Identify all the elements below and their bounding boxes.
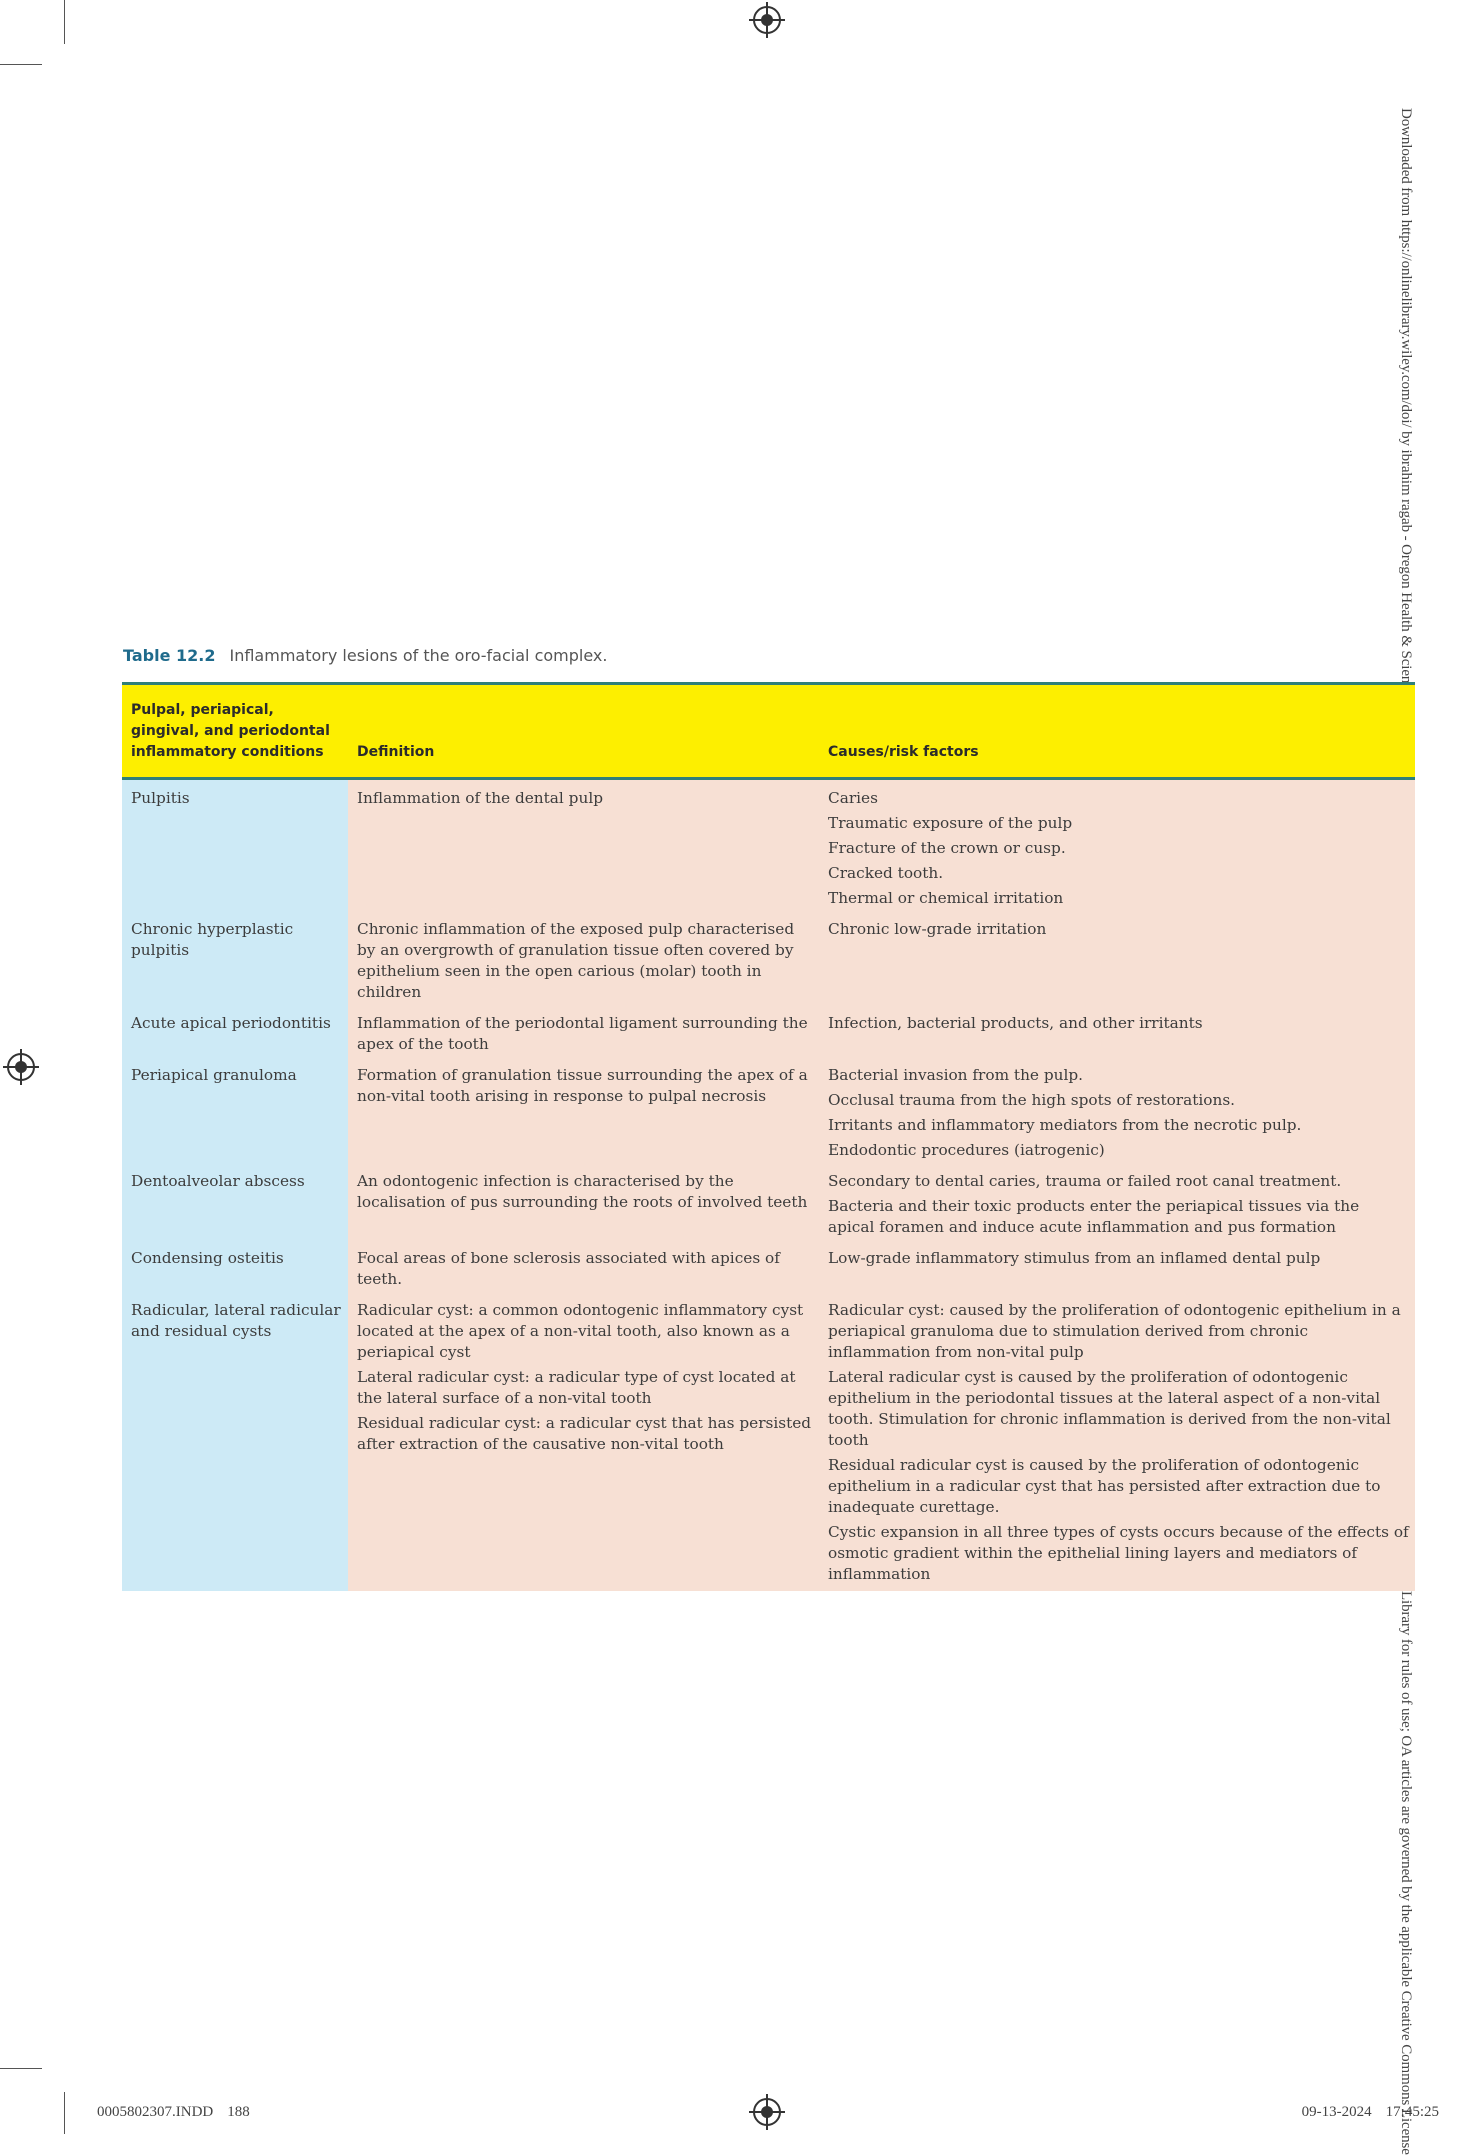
- table-row: [122, 1240, 1415, 1292]
- definition-cell: [348, 1057, 819, 1163]
- cause-item: Endodontic procedures (iatrogenic): [828, 1141, 1105, 1159]
- footer-time: 17:45:25: [1385, 2104, 1439, 2120]
- cause-item: Secondary to dental caries, trauma or failed root canal treatment.: [828, 1172, 1342, 1190]
- table-row: [122, 1163, 1415, 1240]
- header-definition: Definition: [348, 685, 819, 779]
- header-causes: Causes/risk factors: [819, 685, 1415, 779]
- cause-item: Bacterial invasion from the pulp.: [828, 1066, 1084, 1084]
- cause-item: Chronic low-grade irritation: [828, 920, 1047, 938]
- footer-file-info: [97, 2104, 250, 2121]
- cause-item: Bacteria and their toxic products enter the periapical tissues via the apical foramen and induce acute inflammation and pus formation: [828, 1197, 1360, 1236]
- condition-cell: Periapical granuloma: [122, 1057, 348, 1163]
- causes-cell: [819, 911, 1415, 1005]
- table-row: [122, 779, 1415, 912]
- table-row: [122, 1005, 1415, 1057]
- crop-mark-bottom-vertical: [64, 2092, 65, 2134]
- condition-cell: Condensing osteitis: [122, 1240, 348, 1292]
- condition-cell: Chronic hyperplastic pulpitis: [122, 911, 348, 1005]
- definition-cell: [348, 911, 819, 1005]
- registration-mark-icon: [753, 6, 781, 34]
- table-body: [122, 779, 1415, 1592]
- cause-item: Cracked tooth.: [828, 864, 944, 882]
- footer-date: 09-13-2024: [1301, 2104, 1372, 2120]
- cause-item: Fracture of the crown or cusp.: [828, 839, 1066, 857]
- causes-cell: [819, 1005, 1415, 1057]
- crop-mark-top-horizontal: [0, 64, 42, 65]
- condition-cell: Acute apical periodontitis: [122, 1005, 348, 1057]
- condition-cell: Pulpitis: [122, 779, 348, 912]
- table-header-row: [122, 685, 1415, 779]
- condition-cell: Dentoalveolar abscess: [122, 1163, 348, 1240]
- cause-item: Thermal or chemical irritation: [828, 889, 1064, 907]
- table-title: Inflammatory lesions of the oro-facial complex.: [229, 646, 608, 665]
- causes-cell: [819, 1240, 1415, 1292]
- causes-cell: [819, 1057, 1415, 1163]
- definition-paragraph: Radicular cyst: a common odontogenic inflammatory cyst located at the apex of a non-vital tooth, also known as a periapical cyst: [357, 1301, 804, 1361]
- condition-cell: Radicular, lateral radicular and residual cysts: [122, 1292, 348, 1591]
- definition-cell: [348, 1292, 819, 1591]
- inflammatory-lesions-table: [122, 682, 1415, 1591]
- definition-paragraph: Chronic inflammation of the exposed pulp characterised by an overgrowth of granulation tissue often covered by epithelium seen in the open carious (molar) tooth in children: [357, 920, 795, 1001]
- cause-item: Irritants and inflammatory mediators from the necrotic pulp.: [828, 1116, 1302, 1134]
- crop-mark-bottom-horizontal: [0, 2068, 42, 2069]
- definition-paragraph: Inflammation of the periodontal ligament surrounding the apex of the tooth: [357, 1014, 808, 1053]
- registration-mark-icon: [7, 1053, 35, 1081]
- table-number: Table 12.2: [123, 646, 216, 665]
- definition-cell: [348, 1005, 819, 1057]
- causes-cell: [819, 1292, 1415, 1591]
- cause-item: Traumatic exposure of the pulp: [828, 814, 1073, 832]
- table-row: [122, 1292, 1415, 1591]
- footer-timestamp: [1302, 2104, 1439, 2121]
- crop-mark-top-vertical: [64, 0, 65, 44]
- cause-item: Lateral radicular cyst is caused by the proliferation of odontogenic epithelium in the periodontal tissues at the lateral aspect of a non-vital tooth. Stimulation for chronic inflammation is derived from the non-vital tooth: [828, 1368, 1391, 1449]
- footer-file-name: 0005802307.INDD: [97, 2104, 214, 2120]
- cause-item: Residual radicular cyst is caused by the proliferation of odontogenic epithelium in a radicular cyst that has persisted after extraction due to inadequate curettage.: [828, 1456, 1381, 1516]
- causes-cell: [819, 779, 1415, 912]
- causes-cell: [819, 1163, 1415, 1240]
- cause-item: Radicular cyst: caused by the proliferation of odontogenic epithelium in a periapical granuloma due to stimulation derived from chronic inflammation from non-vital pulp: [828, 1301, 1401, 1361]
- table-row: [122, 911, 1415, 1005]
- cause-item: Cystic expansion in all three types of cysts occurs because of the effects of osmotic gradient within the epithelial lining layers and mediators of inflammation: [828, 1523, 1409, 1583]
- table-caption: [123, 646, 607, 665]
- definition-paragraph: An odontogenic infection is characterised by the localisation of pus surrounding the roots of involved teeth: [357, 1172, 808, 1211]
- header-condition: Pulpal, periapical, gingival, and periodontal inflammatory conditions: [122, 685, 348, 779]
- cause-item: Low-grade inflammatory stimulus from an inflamed dental pulp: [828, 1249, 1321, 1267]
- footer-page-number: 188: [227, 2104, 250, 2120]
- definition-cell: [348, 1240, 819, 1292]
- cause-item: Infection, bacterial products, and other irritants: [828, 1014, 1203, 1032]
- definition-paragraph: Focal areas of bone sclerosis associated with apices of teeth.: [357, 1249, 780, 1288]
- registration-mark-icon: [753, 2098, 781, 2126]
- definition-paragraph: Formation of granulation tissue surrounding the apex of a non-vital tooth arising in response to pulpal necrosis: [357, 1066, 808, 1105]
- definition-cell: [348, 1163, 819, 1240]
- definition-paragraph: Residual radicular cyst: a radicular cyst that has persisted after extraction of the causative non-vital tooth: [357, 1414, 812, 1453]
- definition-paragraph: Inflammation of the dental pulp: [357, 789, 604, 807]
- table-row: [122, 1057, 1415, 1163]
- cause-item: Caries: [828, 789, 878, 807]
- cause-item: Occlusal trauma from the high spots of restorations.: [828, 1091, 1236, 1109]
- definition-paragraph: Lateral radicular cyst: a radicular type of cyst located at the lateral surface of a non-vital tooth: [357, 1368, 796, 1407]
- definition-cell: [348, 779, 819, 912]
